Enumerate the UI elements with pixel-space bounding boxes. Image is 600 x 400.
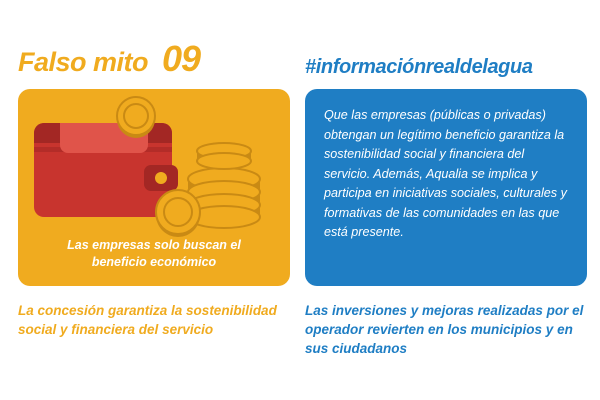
myth-footer-text: La concesión garantiza la sostenibilidad social y financiera del servicio bbox=[18, 303, 277, 338]
info-footer-text: Las inversiones y mejoras realizadas por el operador revierten en los municipios y en sus ciudadanos bbox=[305, 303, 584, 357]
info-card-text: Que las empresas (públicas o privadas) obtengan un legítimo beneficio garantiza la sostenibilidad social y financiera del servicio. Además, Aqualia se implica y participa en iniciativas sociales, culturales y formativas de las comunidades en las que está presente. bbox=[324, 108, 567, 240]
myth-card-caption: Las empresas solo buscan el beneficio económico bbox=[67, 238, 241, 269]
wallet-and-coins-illustration bbox=[18, 89, 290, 239]
info-column bbox=[305, 56, 587, 358]
myth-heading bbox=[18, 38, 290, 80]
myth-label: Falso mito bbox=[18, 47, 149, 77]
wallet-icon bbox=[34, 123, 178, 217]
top-coin-icon bbox=[117, 97, 155, 138]
myth-card bbox=[18, 89, 290, 286]
myth-column bbox=[18, 38, 290, 339]
myth-number: 09 bbox=[162, 38, 201, 79]
hashtag-label: #informaciónrealdelagua bbox=[305, 56, 533, 78]
front-coin-icon bbox=[156, 190, 200, 237]
info-card bbox=[305, 89, 587, 286]
